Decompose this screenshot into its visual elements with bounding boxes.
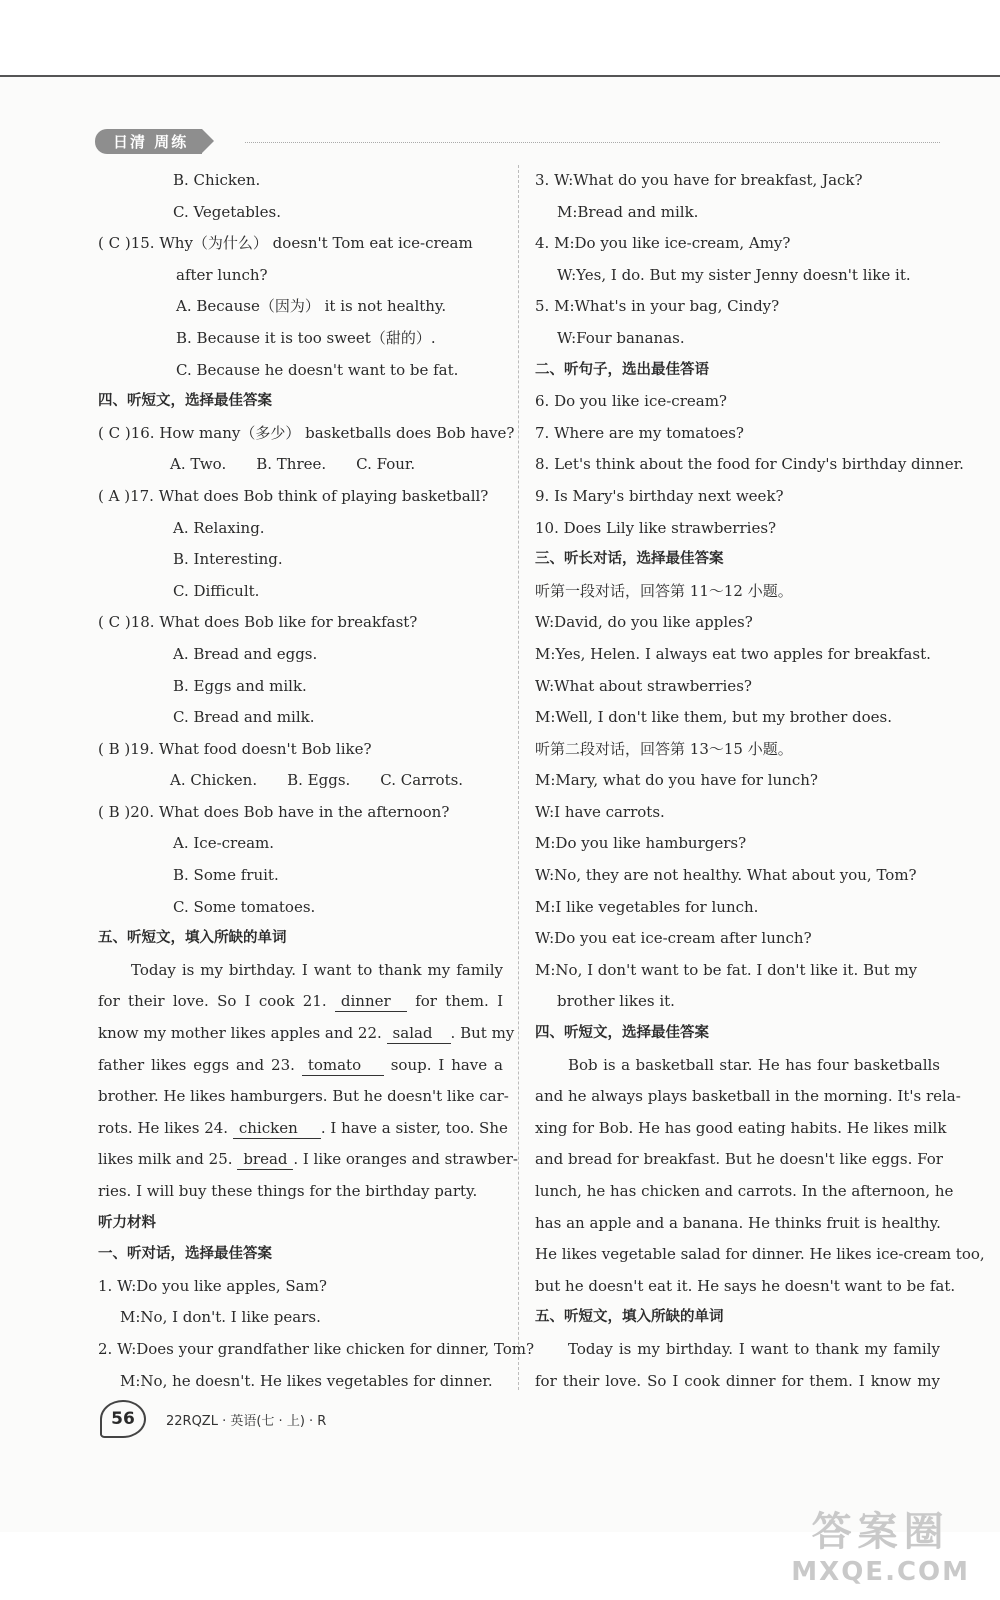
page-number: 56 <box>100 1400 146 1438</box>
option-line: C. Some tomatoes. <box>173 897 316 916</box>
text-line: lunch, he has chicken and carrots. In the afternoon, he <box>535 1182 954 1200</box>
section-heading: 二、听句子，选出最佳答语 <box>535 361 709 378</box>
passage-line: ries. I will buy these things for the birthday party. <box>98 1182 478 1200</box>
right-column <box>535 165 985 1397</box>
text-line: 听第二段对话，回答第 13～15 小题。 <box>535 739 793 758</box>
text-line: W:No, they are not healthy. What about you, Tom? <box>535 866 917 885</box>
question-15: ( C )15. Why（为什么） doesn't Tom eat ice-cream <box>98 234 473 253</box>
text-line: He likes vegetable salad for dinner. He likes ice-cream too, <box>535 1245 985 1264</box>
section-heading-5: 五、听短文，填入所缺的单词 <box>98 930 287 947</box>
question-16-options: A. Two. B. Three. C. Four. <box>170 455 416 474</box>
option-line: B. Some fruit. <box>173 866 279 885</box>
text-line: M:Bread and milk. <box>557 202 699 221</box>
text-line: M:Yes, Helen. I always eat two apples for breakfast. <box>535 644 931 663</box>
answer-blank-25: bread <box>237 1149 293 1170</box>
option-line: C. Bread and milk. <box>173 708 315 727</box>
text-line: M:Mary, what do you have for lunch? <box>535 771 818 790</box>
text-line: 4. M:Do you like ice-cream, Amy? <box>535 234 791 253</box>
column-divider <box>518 165 519 1390</box>
answer-blank-22: salad <box>387 1023 451 1044</box>
option-line: B. Interesting. <box>173 550 283 569</box>
page-footer <box>100 1400 326 1438</box>
option-line: A. Ice-cream. <box>173 834 275 853</box>
question-15-cont: after lunch? <box>176 265 268 284</box>
text-line: 3. W:What do you have for breakfast, Jack? <box>535 171 863 189</box>
book-code: 22RQZL · 英语(七 · 上) · R <box>166 1413 327 1429</box>
dialogue-line: M:No, I don't. I like pears. <box>120 1308 321 1327</box>
text-line: 6. Do you like ice-cream? <box>535 392 727 411</box>
text-line: brother likes it. <box>557 992 675 1011</box>
text-line: and bread for breakfast. But he doesn't like eggs. For <box>535 1150 943 1169</box>
text-line: W:Four bananas. <box>557 328 685 347</box>
answer-blank-23: tomato <box>302 1055 384 1076</box>
left-column <box>98 165 535 1397</box>
text-line: 8. Let's think about the food for Cindy's birthday dinner. <box>535 455 964 474</box>
option-line: C. Difficult. <box>173 581 260 600</box>
passage-line: for their love. So I cook 21. dinner for them. I <box>98 992 503 1011</box>
option-line: B. Eggs and milk. <box>173 676 307 695</box>
text-line: Bob is a basketball star. He has four basketballs <box>568 1055 940 1074</box>
header-dotted-rule <box>245 142 940 143</box>
text-line: M:I like vegetables for lunch. <box>535 897 759 916</box>
text-line: W:Do you eat ice-cream after lunch? <box>535 929 812 948</box>
answer-blank-24: chicken <box>233 1118 321 1139</box>
text-line: 9. Is Mary's birthday next week? <box>535 486 784 505</box>
text-line: W:What about strawberries? <box>535 676 752 695</box>
text-line: W:Yes, I do. But my sister Jenny doesn't like it. <box>557 265 911 284</box>
question-19-options: A. Chicken. B. Eggs. C. Carrots. <box>170 771 464 790</box>
option-line: B. Chicken. <box>173 171 261 189</box>
site-watermark <box>791 1500 970 1587</box>
text-line: 听第一段对话，回答第 11～12 小题。 <box>535 581 793 600</box>
text-line: M:Well, I don't like them, but my brother does. <box>535 708 892 727</box>
dialogue-line: 1. W:Do you like apples, Sam? <box>98 1276 327 1295</box>
section-heading: 五、听短文，填入所缺的单词 <box>535 1309 724 1326</box>
listening-material-heading: 听力材料 <box>98 1214 156 1231</box>
option-line: B. Because it is too sweet（甜的）. <box>176 328 436 347</box>
header-tab <box>95 128 235 154</box>
section-heading-1: 一、听对话，选择最佳答案 <box>98 1246 272 1263</box>
passage-line: rots. He likes 24. chicken . I have a sister, too. She <box>98 1118 508 1137</box>
text-line: 7. Where are my tomatoes? <box>535 423 744 442</box>
text-line: but he doesn't eat it. He says he doesn't want to be fat. <box>535 1276 956 1295</box>
option-line: C. Because he doesn't want to be fat. <box>176 360 459 379</box>
answer-blank-21: dinner <box>335 991 407 1012</box>
question-17: ( A )17. What does Bob think of playing basketball? <box>98 486 489 505</box>
passage-line: brother. He likes hamburgers. But he doesn't like car- <box>98 1087 509 1106</box>
watermark-url: MXQE.COM <box>791 1557 970 1587</box>
dialogue-line: M:No, he doesn't. He likes vegetables for dinner. <box>120 1371 493 1390</box>
passage-line: Today is my birthday. I want to thank my family <box>131 960 503 979</box>
option-line: C. Vegetables. <box>173 202 282 221</box>
text-line: M:No, I don't want to be fat. I don't like it. But my <box>535 960 918 979</box>
option-line: A. Bread and eggs. <box>173 644 318 663</box>
text-line: 10. Does Lily like strawberries? <box>535 518 777 537</box>
text-line: W:I have carrots. <box>535 802 665 821</box>
text-line: xing for Bob. He has good eating habits. He likes milk <box>535 1118 947 1137</box>
text-line: W:David, do you like apples? <box>535 613 753 632</box>
text-line: and he always plays basketball in the morning. It's rela- <box>535 1087 961 1106</box>
question-20: ( B )20. What does Bob have in the afternoon? <box>98 802 450 821</box>
section-heading-4: 四、听短文，选择最佳答案 <box>98 393 272 410</box>
text-line: for their love. So I cook dinner for them. I know my <box>535 1371 940 1390</box>
passage-line: know my mother likes apples and 22. salad . But my <box>98 1024 515 1043</box>
section-heading: 四、听短文，选择最佳答案 <box>535 1025 709 1042</box>
passage-line: likes milk and 25. bread . I like oranges and strawber- <box>98 1150 518 1169</box>
header-tab-label: 日清 周练 <box>95 129 202 154</box>
section-heading: 三、听长对话，选择最佳答案 <box>535 551 724 568</box>
dialogue-line: 2. W:Does your grandfather like chicken for dinner, Tom? <box>98 1339 535 1358</box>
text-line: has an apple and a banana. He thinks fruit is healthy. <box>535 1213 941 1232</box>
text-line: 5. M:What's in your bag, Cindy? <box>535 297 780 316</box>
watermark-logo-text: 答案圈 <box>811 1509 950 1555</box>
option-line: A. Relaxing. <box>173 518 265 537</box>
question-18: ( C )18. What does Bob like for breakfast? <box>98 613 418 632</box>
text-line: M:Do you like hamburgers? <box>535 834 747 853</box>
option-line: A. Because（因为） it is not healthy. <box>176 297 447 316</box>
question-16: ( C )16. How many（多少） basketballs does Bob have? <box>98 423 515 442</box>
question-19: ( B )19. What food doesn't Bob like? <box>98 739 372 758</box>
text-line: Today is my birthday. I want to thank my family <box>568 1339 940 1358</box>
passage-line: father likes eggs and 23. tomato soup. I have a <box>98 1055 504 1074</box>
